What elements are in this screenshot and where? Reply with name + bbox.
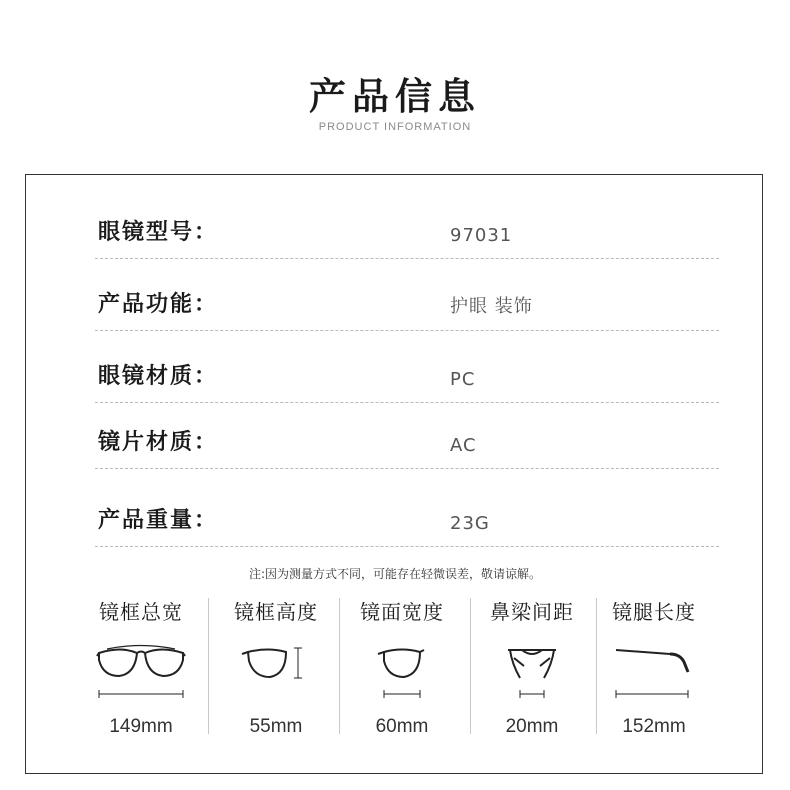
- spec-value: 23G: [450, 513, 490, 534]
- measure-nose-bridge: [470, 596, 594, 764]
- measure-value: 152mm: [622, 716, 686, 737]
- measure-lens-width: [340, 596, 464, 764]
- spec-label: 产品重量：: [98, 508, 219, 533]
- measure-label: 镜框总宽: [99, 600, 183, 624]
- measurement-note: 注:因为测量方式不同，可能存在轻微误差，敬请谅解。: [248, 567, 542, 581]
- temple-length-icon: [592, 636, 716, 716]
- glasses-front-width-icon: [79, 636, 203, 716]
- spec-label: 产品功能：: [98, 292, 219, 317]
- spec-label: 眼镜材质：: [98, 364, 219, 389]
- spec-row-frame-material: [95, 342, 719, 403]
- measure-value: 149mm: [109, 716, 173, 737]
- page-title: 产品信息: [309, 75, 481, 118]
- measure-label: 镜面宽度: [360, 600, 444, 624]
- measure-frame-height: [214, 596, 338, 764]
- spec-value: PC: [450, 369, 476, 390]
- spec-row-weight: [95, 486, 719, 547]
- measure-value: 55mm: [249, 716, 303, 737]
- spec-value: 97031: [450, 225, 513, 246]
- lens-height-icon: [214, 636, 338, 716]
- nose-bridge-icon: [470, 636, 594, 716]
- spec-label: 镜片材质：: [98, 430, 219, 455]
- measure-label: 镜腿长度: [612, 600, 696, 624]
- page-subtitle: PRODUCT INFORMATION: [318, 121, 472, 133]
- spec-row-lens-material: [95, 408, 719, 469]
- spec-label: 眼镜型号：: [98, 220, 219, 245]
- lens-width-icon: [340, 636, 464, 716]
- spec-value: AC: [450, 435, 477, 456]
- measure-value: 60mm: [375, 716, 429, 737]
- measure-temple-length: [592, 596, 716, 764]
- divider: [208, 598, 209, 734]
- measure-label: 鼻梁间距: [490, 600, 574, 624]
- spec-row-model: [95, 198, 719, 259]
- spec-row-function: [95, 270, 719, 331]
- spec-value: 护眼 装饰: [450, 296, 533, 317]
- measure-value: 20mm: [505, 716, 559, 737]
- measure-label: 镜框高度: [234, 600, 318, 624]
- measure-frame-width: [79, 596, 203, 764]
